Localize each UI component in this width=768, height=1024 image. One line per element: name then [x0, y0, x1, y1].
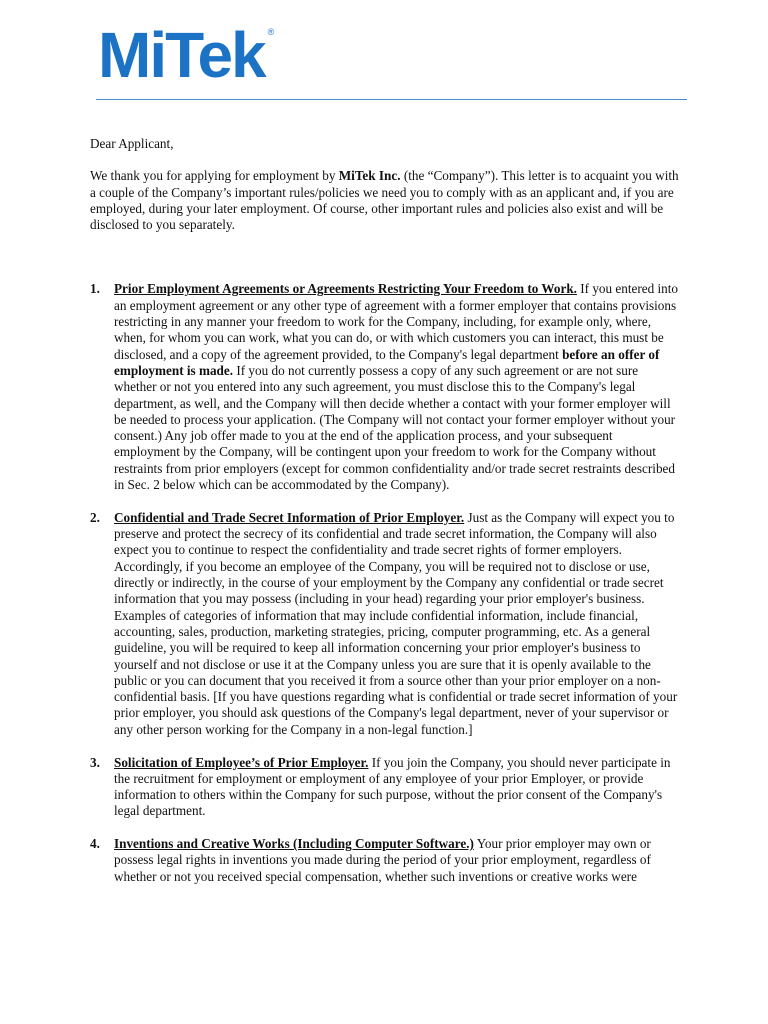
letter-body	[90, 136, 680, 902]
section-text: Just as the Company will expect you to preserve and protect the secrecy of its confidential and trade secret information, the Company will also expect you to continue to respect the confidentiality and trade secret rights of former employers. Accordingly, if you become an employee of the Company, you will be required not to disclose or use, directly or indirectly, in the course of your employment by the Company any confidential or trade secret information that you may possess (including in your head) regarding your prior employer's business. Examples of categories of information that may include confidential information, include financial, accounting, sales, production, marketing strategies, pricing, computer programming, etc. As a general guideline, you will be required to keep all information concerning your prior employer's business to yourself and not disclose or use it at the Company unless you are sure that it is openly available to the public or you can document that you received it from a source other than your prior employer on a non- confidential basis. [If you have questions regarding what is confidential or trade secret information of your prior employer, you should ask questions of the Company's legal department, never of your supervisor or any other person working for the Company in a non-legal function.]	[114, 509, 678, 737]
section-number: 4.	[90, 836, 100, 852]
intro-text-b: (the “Company”). This letter is to acquaint you with a couple of the Company’s important rules/policies we need you to comply with as an applicant and, if you are employed, during your later employment. Of course, other important rules and policies also exist and will be disclosed to you separately.	[90, 168, 679, 233]
section-solicitation	[90, 755, 680, 820]
section-number: 2.	[90, 509, 100, 525]
section-heading: Solicitation of Employee’s of Prior Employer.	[114, 754, 369, 770]
section-heading: Prior Employment Agreements or Agreements Restricting Your Freedom to Work.	[114, 281, 577, 297]
intro-paragraph	[90, 168, 680, 233]
section-confidential-information	[90, 510, 680, 738]
section-prior-employment-agreements	[90, 281, 680, 493]
section-text-b: If you do not currently possess a copy of any such agreement or are not sure whether or not you entered into any such agreement, you must disclose this to the Company's legal department, as well, and the Company will then decide whether a contact with your former employer will be needed to process your application. (The Company will not contact your former employer without your consent.) Any job offer made to you at the end of the application process, and your subsequent employment by the Company, will be contingent upon your freedom to work for the Company without restraints from prior employers (except for common confidentiality and/or trade secret restraints described in Sec. 2 below which can be accommodated by the Company).	[114, 362, 676, 493]
registered-mark: ®	[267, 27, 275, 37]
section-number: 3.	[90, 754, 100, 770]
section-text: If you join the Company, you should never participate in the recruitment for employment or employment of any employee of your prior Employer, or provide information to others within the Company for such purpose, without the prior consent of the Company's legal department.	[114, 754, 671, 819]
section-inventions	[90, 836, 680, 885]
section-heading: Confidential and Trade Secret Information of Prior Employer.	[114, 509, 465, 525]
letterhead-divider	[96, 99, 687, 100]
section-emphasis: before an offer of employment is made.	[114, 346, 660, 378]
section-text-a: If you entered into an employment agreement or any other type of agreement with a former employer that contains provisions restricting in any manner your freedom to work for the Company, including, for example only, where, when, for whom you can work, what you can do, or with which customers you can interact, this must be disclosed, and a copy of the agreement provided, to the Company's legal department	[114, 281, 679, 362]
salutation: Dear Applicant,	[90, 136, 174, 151]
section-heading: Inventions and Creative Works (Including Computer Software.)	[114, 836, 474, 852]
section-number: 1.	[90, 281, 100, 297]
intro-text-a: We thank you for applying for employment by	[90, 168, 339, 184]
mitek-logo	[98, 19, 275, 109]
company-name: MiTek Inc.	[338, 168, 401, 184]
policy-sections	[90, 281, 680, 885]
logo-text: MiTek	[98, 19, 265, 91]
section-text: Your prior employer may own or possess legal rights in inventions you made during the period of your prior employment, regardless of whether or not you received special compensation, whether such inventions or creative works were	[114, 836, 651, 884]
